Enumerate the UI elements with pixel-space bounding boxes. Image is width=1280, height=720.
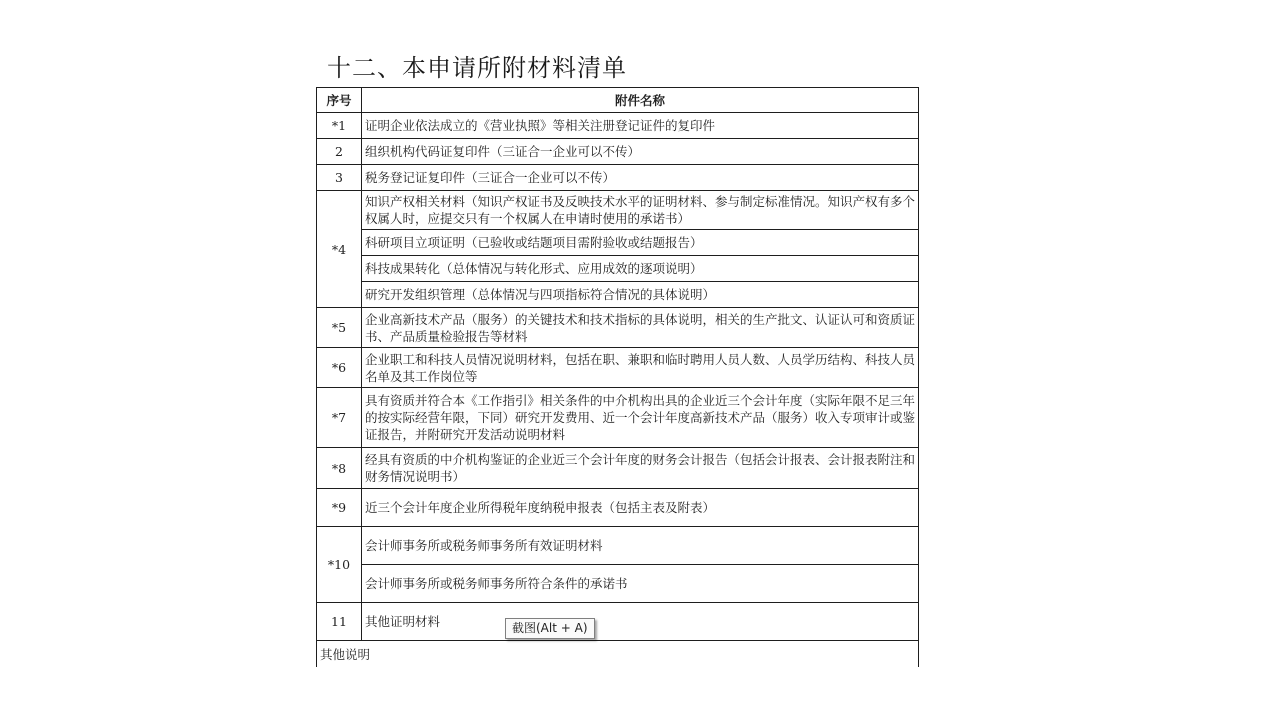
header-seq: 序号	[317, 88, 362, 113]
row-item: 科技成果转化（总体情况与转化形式、应用成效的逐项说明）	[362, 256, 919, 282]
table-row	[317, 565, 919, 603]
table-row	[317, 603, 919, 641]
row-seq: *8	[317, 448, 362, 489]
table-row	[317, 448, 919, 489]
note-label: 其他说明	[317, 641, 919, 668]
screenshot-tooltip: 截图(Alt + A)	[505, 618, 595, 639]
row-item: 近三个会计年度企业所得税年度纳税申报表（包括主表及附表）	[362, 489, 919, 527]
row-item: 具有资质并符合本《工作指引》相关条件的中介机构出具的企业近三个会计年度（实际年限不足三年的按实际经营年限，下同）研究开发费用、近一个会计年度高新技术产品（服务）收入专项审计或鉴证报告，并附研究开发活动说明材料	[362, 388, 919, 448]
row-seq: *10	[317, 527, 362, 603]
row-seq: *9	[317, 489, 362, 527]
table-row	[317, 527, 919, 565]
table-row	[317, 388, 919, 448]
page-title: 十二、本申请所附材料清单	[327, 54, 627, 82]
row-item: 知识产权相关材料（知识产权证书及反映技术水平的证明材料、参与制定标准情况。知识产权有多个权属人时，应提交只有一个权属人在申请时使用的承诺书）	[362, 191, 919, 230]
header-name: 附件名称	[362, 88, 919, 113]
row-item: 企业高新技术产品（服务）的关键技术和技术指标的具体说明，相关的生产批文、认证认可和资质证书、产品质量检验报告等材料	[362, 308, 919, 348]
row-seq: 3	[317, 165, 362, 191]
row-seq: 2	[317, 139, 362, 165]
row-seq: *4	[317, 191, 362, 308]
table-row	[317, 256, 919, 282]
row-item: 经具有资质的中介机构鉴证的企业近三个会计年度的财务会计报告（包括会计报表、会计报表附注和财务情况说明书）	[362, 448, 919, 489]
row-item: 企业职工和科技人员情况说明材料，包括在职、兼职和临时聘用人员人数、人员学历结构、科技人员名单及其工作岗位等	[362, 348, 919, 388]
row-item: 会计师事务所或税务师事务所有效证明材料	[362, 527, 919, 565]
table-row	[317, 308, 919, 348]
table-row	[317, 282, 919, 308]
table-row	[317, 113, 919, 139]
row-seq: *7	[317, 388, 362, 448]
table-header-row	[317, 88, 919, 113]
table-row	[317, 348, 919, 388]
note-row	[317, 641, 919, 668]
table-row	[317, 230, 919, 256]
row-seq: *5	[317, 308, 362, 348]
row-seq: *6	[317, 348, 362, 388]
materials-table	[316, 87, 919, 667]
table-row	[317, 489, 919, 527]
row-item: 其他证明材料	[362, 603, 919, 641]
table-row	[317, 139, 919, 165]
row-item: 会计师事务所或税务师事务所符合条件的承诺书	[362, 565, 919, 603]
row-item: 组织机构代码证复印件（三证合一企业可以不传）	[362, 139, 919, 165]
row-seq: 11	[317, 603, 362, 641]
row-item: 税务登记证复印件（三证合一企业可以不传）	[362, 165, 919, 191]
row-item: 研究开发组织管理（总体情况与四项指标符合情况的具体说明）	[362, 282, 919, 308]
table-row	[317, 165, 919, 191]
row-seq: *1	[317, 113, 362, 139]
row-item: 科研项目立项证明（已验收或结题项目需附验收或结题报告）	[362, 230, 919, 256]
row-item: 证明企业依法成立的《营业执照》等相关注册登记证件的复印件	[362, 113, 919, 139]
table-row	[317, 191, 919, 230]
